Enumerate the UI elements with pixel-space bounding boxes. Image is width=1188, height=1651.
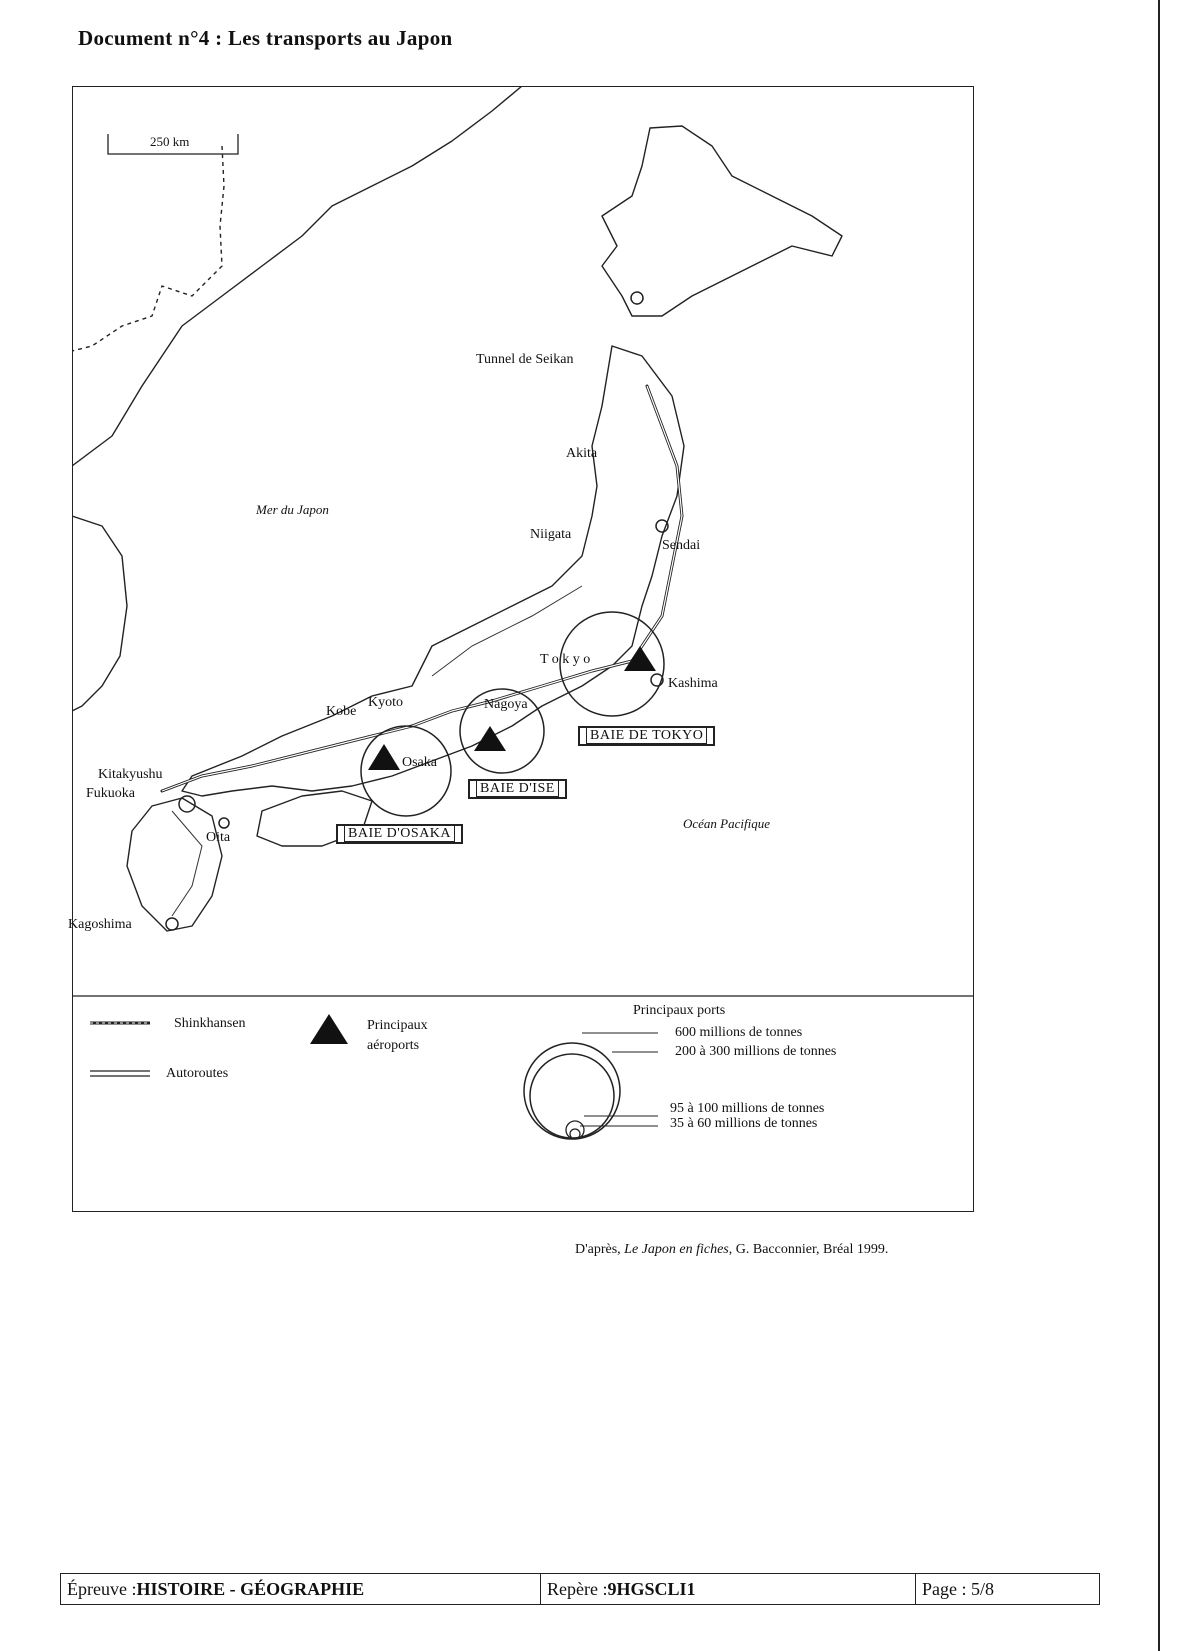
ise-bay-label: BAIE D'ISE: [468, 779, 567, 799]
city-fukuoka-label: Fukuoka: [86, 786, 135, 801]
city-nagoya-label: Nagoya: [484, 697, 528, 712]
japan-map: [72, 86, 974, 1212]
asia-coastline-south: [72, 516, 127, 711]
legend-port-95-100-label: 95 à 100 millions de tonnes: [670, 1101, 825, 1116]
kyushu-outline: [127, 798, 222, 931]
port-oita-circle: [219, 818, 229, 828]
city-kobe-label: Kobe: [326, 704, 357, 719]
autoroute-line-1: [172, 811, 202, 916]
footer-page: Page : 5/8: [922, 1578, 994, 1599]
city-akita-label: Akita: [566, 446, 598, 461]
city-kyoto-label: Kyoto: [368, 695, 403, 710]
document-title: Document n°4 : Les transports au Japon: [78, 26, 453, 50]
footer-repere: Repère : 9HGSCLI1: [541, 1574, 916, 1604]
city-niigata-label: Niigata: [530, 527, 572, 542]
scale-label: 250 km: [150, 134, 190, 149]
city-tokyo-label: T o k y o: [540, 652, 591, 667]
hokkaido-outline: [602, 126, 842, 316]
port-hokkaido-circle: [631, 292, 643, 304]
legend-ports-title: Principaux ports: [633, 1003, 726, 1018]
port-kagoshima-circle: [166, 918, 178, 930]
legend-airports-label-1: Principaux: [367, 1018, 428, 1033]
legend-port-600-label: 600 millions de tonnes: [675, 1025, 803, 1040]
airport-nagoya-triangle: [474, 726, 506, 751]
legend-airport-triangle: [310, 1014, 348, 1044]
legend-port-35-60-label: 35 à 60 millions de tonnes: [670, 1116, 818, 1131]
airport-osaka-triangle: [368, 744, 400, 770]
pacific-ocean-label: Océan Pacifique: [683, 816, 770, 831]
seikan-tunnel-label: Tunnel de Seikan: [476, 352, 574, 367]
city-kashima-label: Kashima: [668, 676, 718, 691]
legend-port-95-100: [566, 1121, 584, 1139]
asia-coastline: [72, 86, 522, 466]
legend-autoroutes-label: Autoroutes: [166, 1066, 229, 1081]
legend-port-600: [524, 1043, 620, 1139]
page-margin-rule: [1158, 0, 1160, 1651]
source-credit: D'après, Le Japon en fiches, G. Bacconnier, Bréal 1999.: [575, 1242, 889, 1257]
city-osaka-label: Osaka: [402, 755, 437, 770]
footer-epreuve: Épreuve : HISTOIRE - GÉOGRAPHIE: [61, 1574, 541, 1604]
legend-airports-label-2: aéroports: [367, 1038, 420, 1053]
tokyo-bay-label: BAIE DE TOKYO: [578, 726, 715, 746]
legend-port-200-300-label: 200 à 300 millions de tonnes: [675, 1044, 837, 1059]
city-sendai-label: Sendai: [662, 538, 701, 553]
city-kagoshima-label: Kagoshima: [68, 917, 132, 932]
footer-table: [60, 1573, 1100, 1605]
border-line: [72, 146, 224, 351]
osaka-bay-label: BAIE D'OSAKA: [336, 824, 463, 844]
legend-shinkhansen-label: Shinkhansen: [174, 1016, 246, 1031]
city-oita-label: Oita: [206, 830, 231, 845]
city-kitakyushu-label: Kitakyushu: [98, 767, 163, 782]
legend-port-200-300: [530, 1054, 614, 1138]
sea-of-japan-label: Mer du Japon: [256, 502, 329, 517]
